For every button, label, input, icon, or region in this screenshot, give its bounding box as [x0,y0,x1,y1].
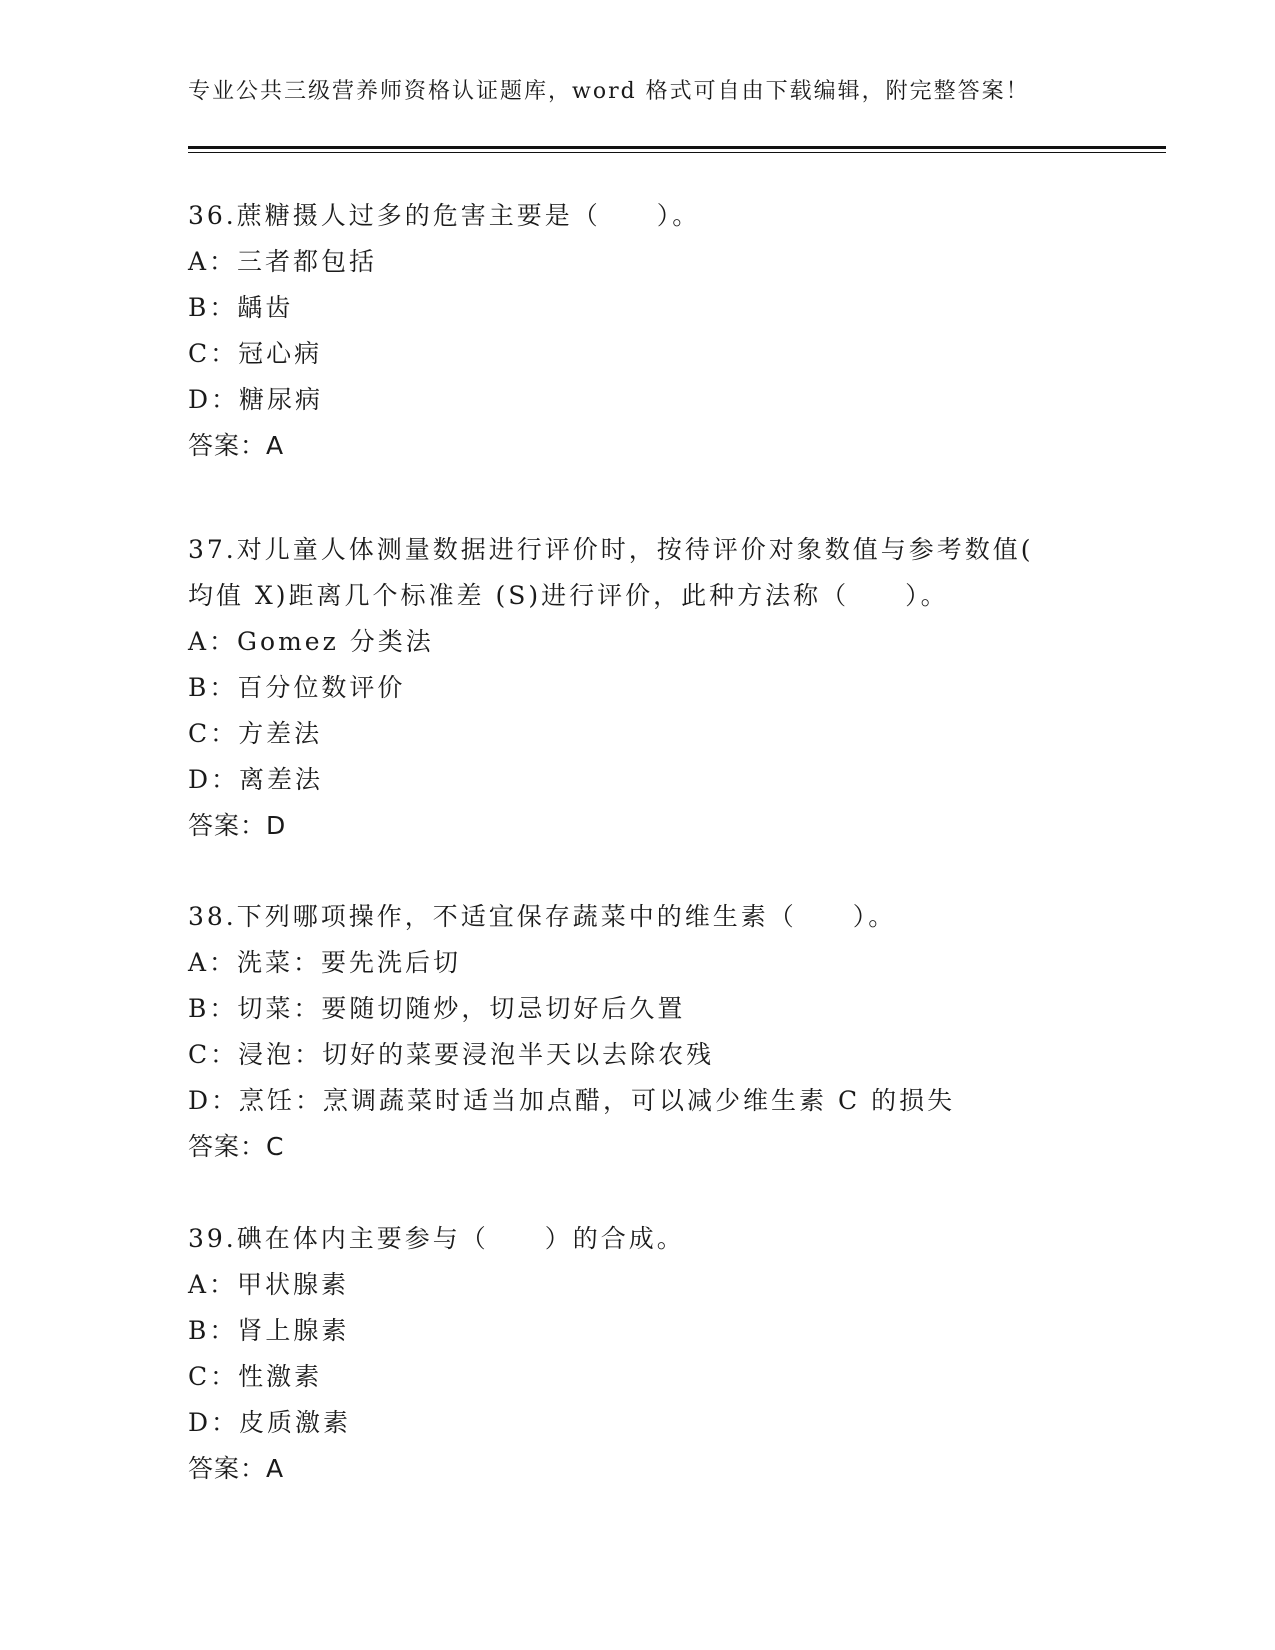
option-d: D：皮质激素 [188,1408,352,1437]
option-b: B：龋齿 [188,293,294,322]
question-stem: 37.对儿童人体测量数据进行评价时，按待评价对象数值与参考数值( [188,535,1034,564]
option-d: D：烹饪：烹调蔬菜时适当加点醋，可以减少维生素 C 的损失 [188,1086,956,1115]
option-b: B：肾上腺素 [188,1316,350,1345]
answer: 答案：D [188,811,287,840]
question-stem: 39.碘在体内主要参与（ ）的合成。 [188,1224,685,1253]
question-stem: 38.下列哪项操作，不适宜保存蔬菜中的维生素（ ）。 [188,902,897,931]
question-stem: 36.蔗糖摄人过多的危害主要是（ ）。 [188,201,701,230]
header-rule-thin [188,152,1166,153]
question-37 [188,527,1088,849]
option-a: A：Gomez 分类法 [188,627,434,656]
question-36 [188,193,1088,469]
option-c: C：方差法 [188,719,323,748]
option-b: B：切菜：要随切随炒，切忌切好后久置 [188,994,686,1023]
option-c: C：冠心病 [188,339,323,368]
option-b: B：百分位数评价 [188,673,406,702]
option-a: A：甲状腺素 [188,1270,350,1299]
option-c: C：性激素 [188,1362,323,1391]
option-a: A：三者都包括 [188,247,378,276]
answer: 答案：A [188,431,285,460]
option-a: A：洗菜：要先洗后切 [188,948,462,977]
header-rule-thick [188,146,1166,149]
option-d: D：糖尿病 [188,385,324,414]
question-stem-continued: 均值 X)距离几个标准差 (S)进行评价，此种方法称（ ）。 [188,581,949,610]
option-c: C：浸泡：切好的菜要浸泡半天以去除农残 [188,1040,715,1069]
answer: 答案：A [188,1454,285,1483]
question-38 [188,894,1088,1170]
question-39 [188,1216,1088,1492]
answer: 答案：C [188,1132,285,1161]
document-header: 专业公共三级营养师资格认证题库，word 格式可自由下载编辑，附完整答案！ [188,79,1030,104]
option-d: D：离差法 [188,765,324,794]
